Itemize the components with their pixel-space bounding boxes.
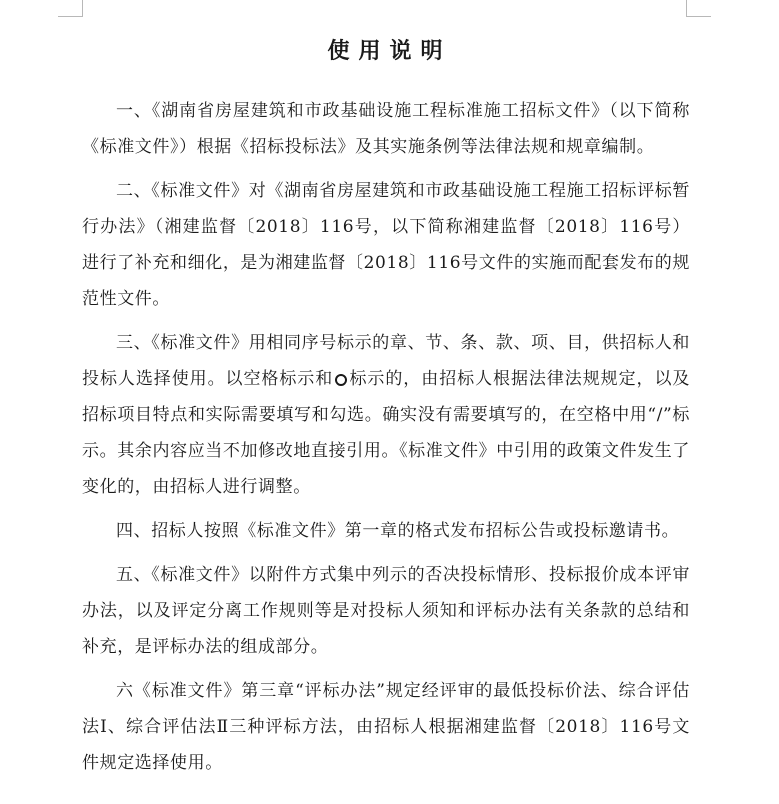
paragraph-5: 五、《标准文件》以附件方式集中列示的否决投标情形、投标报价成本评审办法，以及评定分离工作规则等是对投标人须知和评标办法有关条款的总结和补充，是评标办法的组成部分。: [82, 565, 690, 657]
paragraph-3: [82, 325, 690, 505]
paragraph-2: 二、《标准文件》对《湖南省房屋建筑和市政基础设施工程施工招标评标暂行办法》（湘建监督〔2018〕116号，以下简称湘建监督〔2018〕116号）进行了补充和细化，是为湘建监督〔2018〕116号文件的实施而配套发布的规范性文件。: [82, 181, 690, 309]
paragraph-6: 六《标准文件》第三章“评标办法”规定经评审的最低投标价法、综合评估法Ⅰ、综合评估法Ⅱ三种评标方法，由招标人根据湘建监督〔2018〕116号文件规定选择使用。: [82, 681, 690, 773]
paragraph-3-part-1: 三、《标准文件》用相同序号标示的章、节、条、款、项、目，供招标人和投标人选择使用。以空格标示和: [82, 333, 690, 389]
paragraph-4: 四、招标人按照《标准文件》第一章的格式发布招标公告或投标邀请书。: [116, 521, 680, 541]
page-corner-mark-left: [58, 0, 83, 17]
paragraph-1: 一、《湖南省房屋建筑和市政基础设施工程标准施工招标文件》（以下简称《标准文件》）根据《招标投标法》及其实施条例等法律法规和规章编制。: [82, 101, 690, 157]
page-title: 使用说明: [327, 39, 452, 64]
paragraph-3-part-2: 标示的，由招标人根据法律法规规定，以及招标项目特点和实际需要填写和勾选。确实没有需要填写的，在空格中用“/”标示。其余内容应当不加修改地直接引用。《标准文件》中引用的政策文件发生了变化的，由招标人进行调整。: [82, 369, 690, 497]
circle-mark-icon: [335, 374, 347, 386]
page-corner-mark-right: [686, 0, 711, 17]
document-body: [82, 93, 690, 781]
